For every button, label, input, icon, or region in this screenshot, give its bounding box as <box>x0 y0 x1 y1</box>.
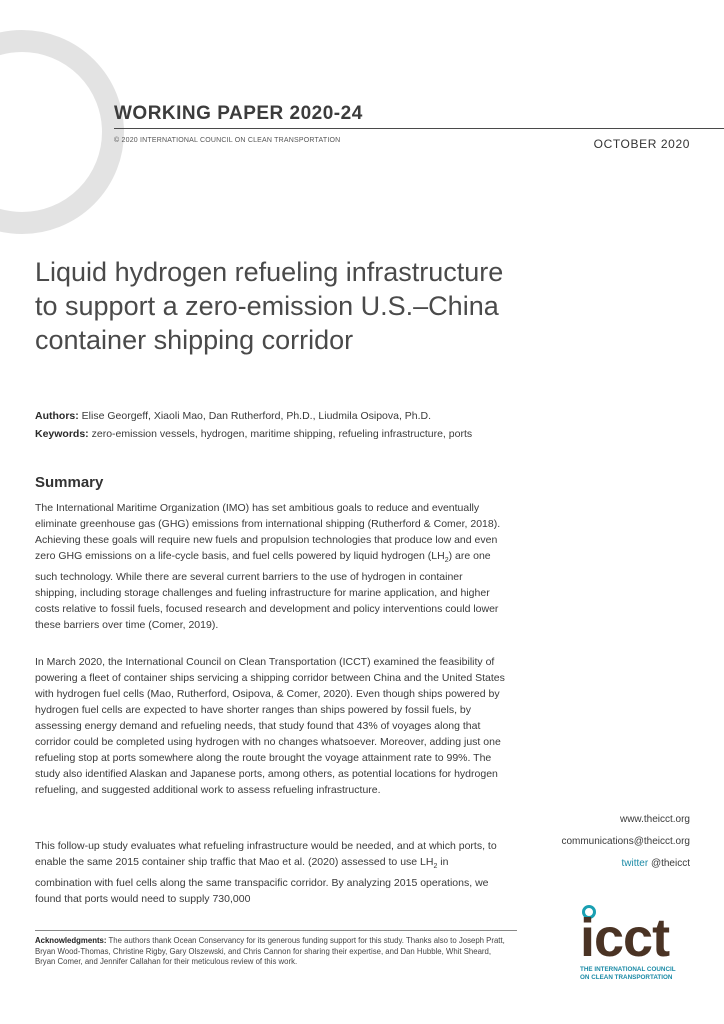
paragraph-text: This follow-up study evaluates what refueling infrastructure would be needed, and at which ports, to enable the same 2015 container ship traffic that Mao et al. (2020) assessed to use LH <box>35 840 497 868</box>
paragraph-text: ) are one such technology. While there are several current barriers to the use of hydrogen in container shipping, including storage challenges and fueling infrastructure for marine application, and higher costs relative to fossil fuels, focused research and development and policy interventions could lower these barriers over time (Comer, 2019). <box>35 550 499 632</box>
twitter-label: twitter <box>621 858 649 869</box>
email-link[interactable]: communications@theicct.org <box>561 836 690 847</box>
summary-heading: Summary <box>35 474 104 491</box>
twitter-handle: @theicct <box>650 858 690 869</box>
logo-subtitle-line-1: THE INTERNATIONAL COUNCIL <box>580 966 676 973</box>
summary-paragraph-2 <box>35 654 507 798</box>
header-divider <box>114 128 724 129</box>
keywords-line <box>35 428 575 440</box>
authors-label: Authors: <box>35 410 79 422</box>
paragraph-text: in combination with fuel cells along the same transpacific corridor. By analyzing 2015 operations, we found that ports would need to supply 730,000 <box>35 856 489 906</box>
paragraph-text: In March 2020, the International Council on Clean Transportation (ICCT) examined the feasibility of powering a fleet of container ships servicing a shipping corridor between China and the United States with hydrogen fuel cells (Mao, Rutherford, Osipova, & Comer, 2020). Even though ships powered by hydrogen fuel cells are expected to have shorter ranges than ships powered by fossil fuels, by assessing energy demand and refueling needs, that study found that 43% of voyages along that corridor could be completed using hydrogen with no changes whatsoever. Moreover, adding just one refueling stop at ports somewhere along the route brought the voyage attainment rate to 99%. The study also identified Alaskan and Japanese ports, among others, as potential locations for hydrogen refueling, and suggested additional work to assess refueling infrastructure. <box>35 656 505 796</box>
website-link[interactable]: www.theicct.org <box>619 814 690 825</box>
subscript: 2 <box>433 863 438 871</box>
acknowledgments-label: Acknowledgments: <box>35 936 107 945</box>
icct-logo <box>580 905 692 1007</box>
keywords-label: Keywords: <box>35 428 89 440</box>
publication-date: OCTOBER 2020 <box>593 137 690 151</box>
logo-wordmark-text: icct <box>580 908 670 968</box>
paragraph-text: The International Maritime Organization (IMO) has set ambitious goals to reduce and eventually eliminate greenhouse gas (GHG) emissions from international shipping (Rutherford & Comer, 2018). Achieving these goals will require new fuels and propulsion technologies that produce low and even zero GHG emissions on a life-cycle basis, and fuel cells powered by liquid hydrogen (LH <box>35 502 501 562</box>
summary-paragraph-3 <box>35 838 507 907</box>
acknowledgments-text: The authors thank Ocean Conservancy for its generous funding support for this study. Thanks also to Joseph Pratt, Bryan Wood-Thomas, Christine Rigby, Gary Olszewski, and Chris Cannon for sharing their expertise, and Dan Hubble, Whit Sheard, Bryan Comer, and Jennifer Callahan for their meticulous review of this work. <box>35 936 505 966</box>
authors-line <box>35 410 575 422</box>
footnote-divider <box>35 930 517 931</box>
series-title: WORKING PAPER 2020-24 <box>114 103 363 124</box>
logo-subtitle <box>580 966 676 982</box>
logo-wordmark <box>580 908 670 968</box>
copyright-notice: © 2020 INTERNATIONAL COUNCIL ON CLEAN TRANSPORTATION <box>114 137 341 144</box>
keywords-list: zero-emission vessels, hydrogen, maritime shipping, refueling infrastructure, ports <box>91 428 473 440</box>
authors-names: Elise Georgeff, Xiaoli Mao, Dan Rutherford, Ph.D., Liudmila Osipova, Ph.D. <box>81 410 432 422</box>
twitter-link[interactable] <box>561 858 690 869</box>
logo-subtitle-line-2: ON CLEAN TRANSPORTATION <box>580 974 673 981</box>
paper-title: Liquid hydrogen refueling infrastructure to support a zero-emission U.S.–China container shipping corridor <box>35 257 504 355</box>
summary-paragraph-1 <box>35 500 507 633</box>
decorative-ring <box>0 30 124 234</box>
subscript: 2 <box>444 557 449 565</box>
contact-block <box>561 814 690 880</box>
acknowledgments <box>35 936 505 968</box>
